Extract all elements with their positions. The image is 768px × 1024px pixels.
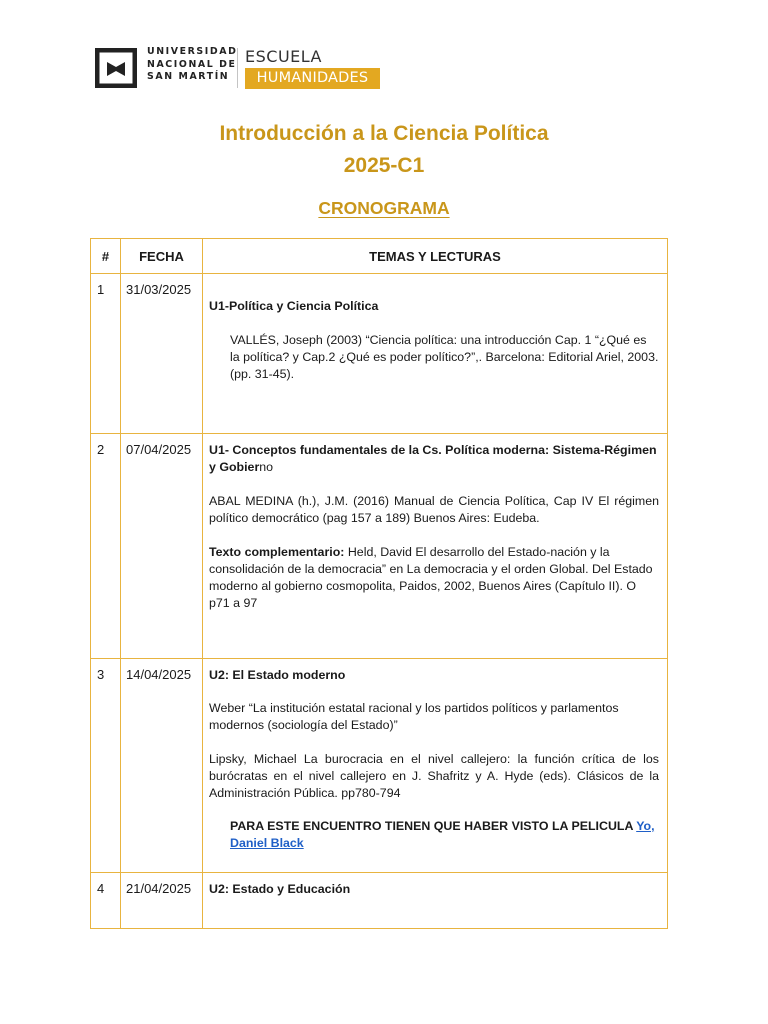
section-title	[0, 198, 768, 219]
row-date: 07/04/2025	[121, 434, 203, 659]
header	[95, 46, 415, 92]
film-link[interactable]: Yo, Daniel Black	[230, 819, 655, 850]
complement-label: Texto complementario:	[209, 545, 345, 559]
reading: Weber “La institución estatal racional y los partidos políticos y parlamentos modernos (sociología del Estado)”	[209, 701, 619, 732]
row-topics	[203, 274, 668, 434]
table-header-row	[91, 239, 668, 274]
col-header-date: FECHA	[121, 239, 203, 274]
course-title: Introducción a la Ciencia Política	[219, 122, 549, 145]
section-title-text: CRONOGRAMA	[318, 198, 450, 218]
unit-title-bold: U1- Conceptos fundamentales de la Cs. Política moderna: Sistema-Régimen y Gobier	[209, 443, 657, 474]
film-notice	[209, 818, 659, 852]
logo-line-1: UNIVERSIDAD	[147, 46, 238, 57]
logo-line-2: NACIONAL DE	[147, 58, 237, 70]
table-row	[91, 434, 668, 659]
unit-title	[209, 442, 659, 476]
unit-title: U1-Política y Ciencia Política	[209, 299, 379, 313]
row-date: 14/04/2025	[121, 659, 203, 873]
row-topics	[203, 659, 668, 873]
header-divider	[237, 48, 238, 88]
unit-title-tail: no	[259, 460, 274, 474]
row-number: 2	[91, 434, 121, 659]
logo-line-3: SAN MARTÍN	[147, 71, 230, 83]
film-notice-text: PARA ESTE ENCUENTRO TIENEN QUE HABER VISTO LA PELICULA	[230, 819, 637, 833]
complement-text: Held, David El desarrollo del Estado-nación y la consolidación de la democracia” en La democracia y el orden Global. Del Estado moderno al gobierno cosmopolita, Paidos, 2002, Buenos Aires (Capítulo II). O p71 a 97	[209, 545, 653, 610]
row-number: 1	[91, 274, 121, 434]
reading: VALLÉS, Joseph (2003) “Ciencia política: una introducción Cap. 1 “¿Qué es la política? y Cap.2 ¿Qué es poder político?”,. Barcelona: Editorial Ariel, 2003. (pp. 31-45).	[230, 333, 659, 381]
reading: Lipsky, Michael La burocracia en el nivel callejero: la función crítica de los burócratas en el nivel callejero en J. Shafritz y A. Hyde (eds). Clásicos de la Administración Pública. pp780-794	[209, 752, 659, 800]
row-date: 21/04/2025	[121, 873, 203, 929]
school-name-badge: HUMANIDADES	[245, 68, 380, 89]
col-header-number: #	[91, 239, 121, 274]
table-row	[91, 274, 668, 434]
unit-title: U2: El Estado moderno	[209, 668, 346, 682]
reading: ABAL MEDINA (h.), J.M. (2016) Manual de Ciencia Política, Cap IV El régimen político democrático (pag 157 a 189) Buenos Aires: Eudeba.	[209, 494, 659, 525]
schedule-table	[90, 238, 668, 929]
col-header-topics: TEMAS Y LECTURAS	[203, 239, 668, 274]
row-date: 31/03/2025	[121, 274, 203, 434]
table-row	[91, 659, 668, 873]
unit-title: U2: Estado y Educación	[209, 882, 351, 896]
table-row	[91, 873, 668, 929]
course-term: 2025-C1	[343, 154, 425, 177]
complementary-reading	[209, 544, 659, 612]
row-topics	[203, 873, 668, 929]
row-topics	[203, 434, 668, 659]
row-number: 3	[91, 659, 121, 873]
unsam-wordmark	[147, 46, 238, 84]
school-label: ESCUELA	[245, 47, 322, 66]
row-number: 4	[91, 873, 121, 929]
unsam-logo-icon	[95, 48, 137, 88]
